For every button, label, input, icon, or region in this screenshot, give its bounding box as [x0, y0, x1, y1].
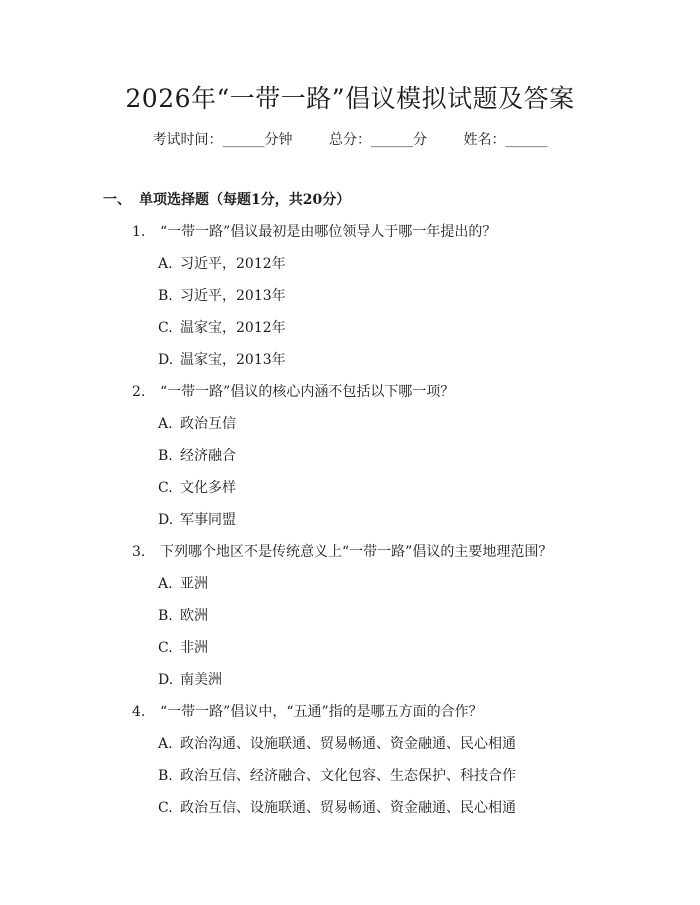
- question-2-option-d: [158, 510, 236, 530]
- question-number: 3.: [132, 544, 146, 560]
- question-number: 4.: [132, 704, 146, 720]
- question-1-option-b: [158, 286, 286, 306]
- question-3-option-d: [158, 670, 222, 690]
- question-2: [132, 382, 454, 402]
- question-1-option-a: [158, 254, 286, 274]
- option-letter: D.: [158, 512, 174, 528]
- option-letter: B.: [158, 288, 173, 304]
- option-text: 习近平，2013年: [180, 288, 286, 304]
- option-letter: C.: [158, 640, 173, 656]
- option-letter: D.: [158, 672, 174, 688]
- exam-meta: [0, 130, 700, 150]
- question-3-option-c: [158, 638, 208, 658]
- student-name-field: 姓名：______: [463, 132, 548, 148]
- option-text: 南美洲: [180, 672, 222, 688]
- option-letter: D.: [158, 352, 174, 368]
- question-4-option-b: [158, 766, 516, 786]
- option-letter: C.: [158, 480, 173, 496]
- option-text: 温家宝，2012年: [180, 320, 286, 336]
- option-text: 亚洲: [180, 576, 208, 592]
- option-text: 政治互信、设施联通、贸易畅通、资金融通、民心相通: [180, 800, 516, 816]
- option-letter: A.: [158, 576, 173, 592]
- question-2-option-b: [158, 446, 236, 466]
- option-letter: B.: [158, 448, 173, 464]
- question-4-option-a: [158, 734, 516, 754]
- exam-time-field: 考试时间：______分钟: [152, 132, 293, 148]
- question-2-option-c: [158, 478, 236, 498]
- option-letter: A.: [158, 736, 173, 752]
- document-title: 2026年“一带一路”倡议模拟试题及答案: [125, 84, 575, 113]
- question-number: 1.: [132, 224, 146, 240]
- question-text: “一带一路”倡议中，“五通”指的是哪五方面的合作？: [160, 704, 483, 720]
- option-text: 欧洲: [180, 608, 208, 624]
- question-1-option-c: [158, 318, 286, 338]
- question-3-option-b: [158, 606, 208, 626]
- question-2-option-a: [158, 414, 236, 434]
- option-letter: B.: [158, 608, 173, 624]
- question-4: [132, 702, 483, 722]
- option-text: 军事同盟: [180, 512, 236, 528]
- option-letter: A.: [158, 256, 173, 272]
- option-letter: B.: [158, 768, 173, 784]
- option-text: 文化多样: [180, 480, 236, 496]
- section-heading: [103, 190, 350, 210]
- question-1: [132, 222, 496, 242]
- option-text: 政治互信: [180, 416, 236, 432]
- option-letter: C.: [158, 800, 173, 816]
- option-text: 政治沟通、设施联通、贸易畅通、资金融通、民心相通: [180, 736, 516, 752]
- total-score-field: 总分：______分: [329, 132, 427, 148]
- question-text: “一带一路”倡议最初是由哪位领导人于哪一年提出的？: [160, 224, 497, 240]
- option-text: 非洲: [180, 640, 208, 656]
- option-text: 温家宝，2013年: [180, 352, 286, 368]
- question-1-option-d: [158, 350, 286, 370]
- question-text: 下列哪个地区不是传统意义上“一带一路”倡议的主要地理范围？: [160, 544, 553, 560]
- section-title: 单项选择题（每题1分，共20分）: [139, 192, 351, 208]
- question-text: “一带一路”倡议的核心内涵不包括以下哪一项？: [160, 384, 455, 400]
- question-4-option-c: [158, 798, 516, 818]
- option-letter: C.: [158, 320, 173, 336]
- option-text: 经济融合: [180, 448, 236, 464]
- question-3-option-a: [158, 574, 208, 594]
- option-text: 习近平，2012年: [180, 256, 286, 272]
- option-text: 政治互信、经济融合、文化包容、生态保护、科技合作: [180, 768, 516, 784]
- option-letter: A.: [158, 416, 173, 432]
- section-number: 一、: [103, 192, 131, 208]
- question-3: [132, 542, 552, 562]
- question-number: 2.: [132, 384, 146, 400]
